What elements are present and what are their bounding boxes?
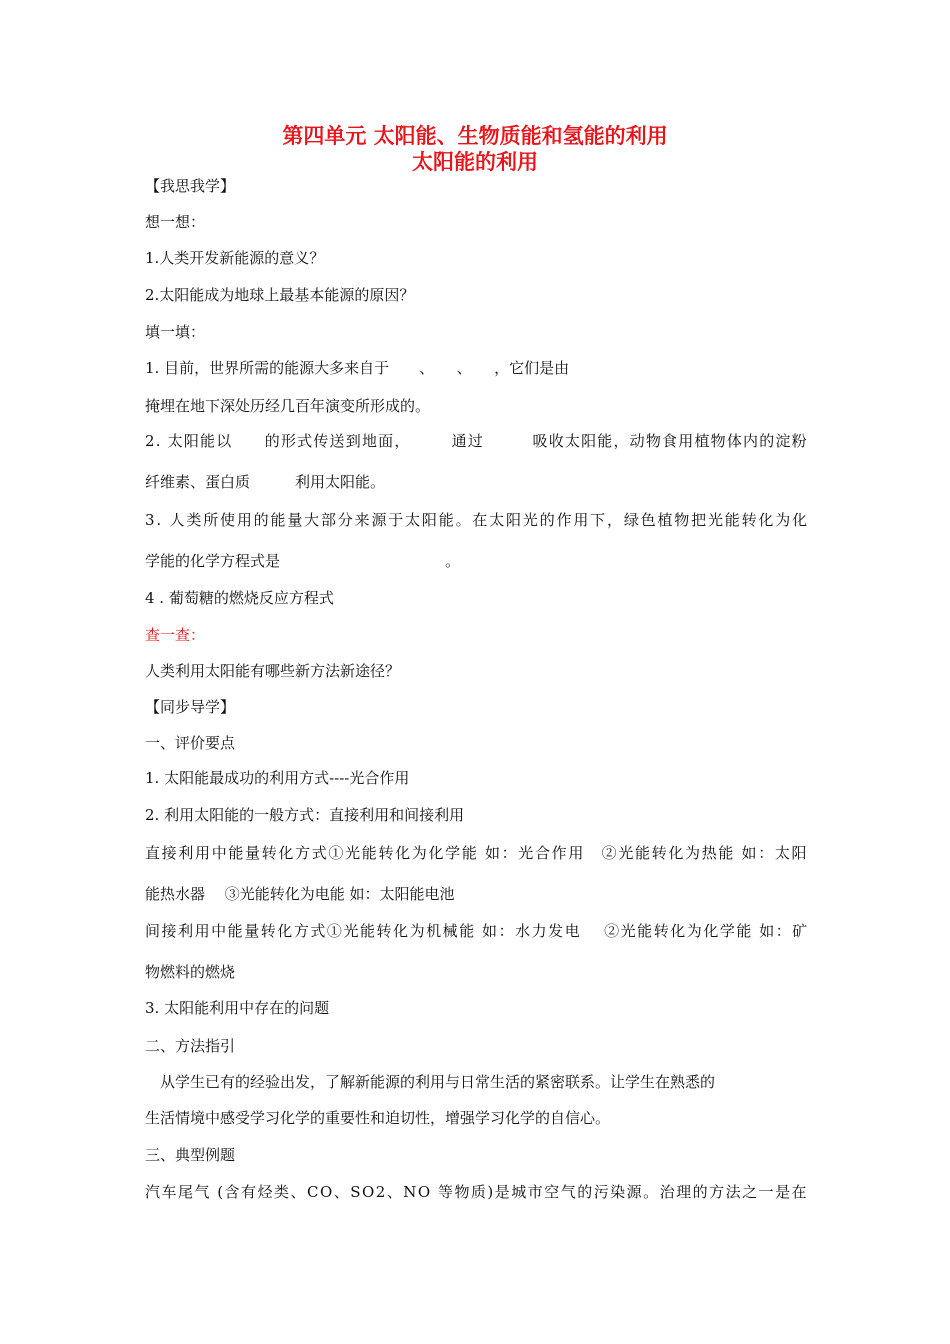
- subheading-key-points: 一、评价要点: [145, 734, 236, 752]
- fill-line: 纤维素、蛋白质 利用太阳能。: [145, 473, 386, 491]
- method-line: 生活情境中感受学习化学的重要性和迫切性，增强学习化学的自信心。: [145, 1109, 611, 1127]
- section-heading-wosi: 【我思我学】: [145, 177, 236, 195]
- fill-line: 1. 目前，世界所需的能源大多来自于 、 、 ，它们是由: [145, 359, 570, 377]
- question-line: 1.人类开发新能源的意义？: [145, 249, 325, 267]
- question-line: 2.太阳能成为地球上最基本能源的原因？: [145, 286, 415, 304]
- check-question: 人类利用太阳能有哪些新方法新途径？: [145, 662, 401, 680]
- key-point-line: 物燃料的燃烧: [145, 963, 236, 981]
- method-line: 从学生已有的经验出发，了解新能源的利用与日常生活的紧密联系。让学生在熟悉的: [145, 1073, 716, 1091]
- key-point-line: 能热水器 ③光能转化为电能 如：太阳能电池: [145, 885, 455, 903]
- subheading-example: 三、典型例题: [145, 1146, 236, 1164]
- subheading-fill: 填一填：: [145, 323, 206, 341]
- fill-line: 2. 太阳能以 的形式传送到地面， 通过 吸收太阳能，动物食用植物体内的淀粉: [145, 432, 808, 450]
- fill-line: 3. 人类所使用的能量大部分来源于太阳能。在太阳光的作用下，绿色植物把光能转化为化: [145, 511, 809, 529]
- fill-line: 学能的化学方程式是 。: [145, 552, 461, 570]
- key-point-line: 2. 利用太阳能的一般方式：直接利用和间接利用: [145, 806, 465, 824]
- key-point-line: 1. 太阳能最成功的利用方式----光合作用: [145, 769, 410, 787]
- key-point-line: 3. 太阳能利用中存在的问题: [145, 999, 330, 1017]
- subheading-method: 二、方法指引: [145, 1037, 236, 1055]
- subheading-think: 想一想：: [145, 213, 206, 231]
- fill-line: 掩埋在地下深处历经几百年演变所形成的。: [145, 397, 431, 415]
- document-subtitle: 太阳能的利用: [412, 149, 538, 174]
- example-line: 汽车尾气 (含有烃类、CO、SO2、NO 等物质)是城市空气的污染源。治理的方法之一是在: [145, 1183, 809, 1201]
- key-point-line: 直接利用中能量转化方式①光能转化为化学能 如：光合作用 ②光能转化为热能 如：太阳: [145, 844, 809, 862]
- subheading-check: 查一查：: [145, 626, 206, 644]
- document-title: 第四单元 太阳能、生物质能和氢能的利用: [282, 123, 668, 148]
- fill-line: 4 . 葡萄糖的燃烧反应方程式: [145, 589, 334, 607]
- key-point-line: 间接利用中能量转化方式①光能转化为机械能 如：水力发电 ②光能转化为化学能 如：矿: [145, 922, 809, 940]
- section-heading-guide: 【同步导学】: [145, 698, 236, 716]
